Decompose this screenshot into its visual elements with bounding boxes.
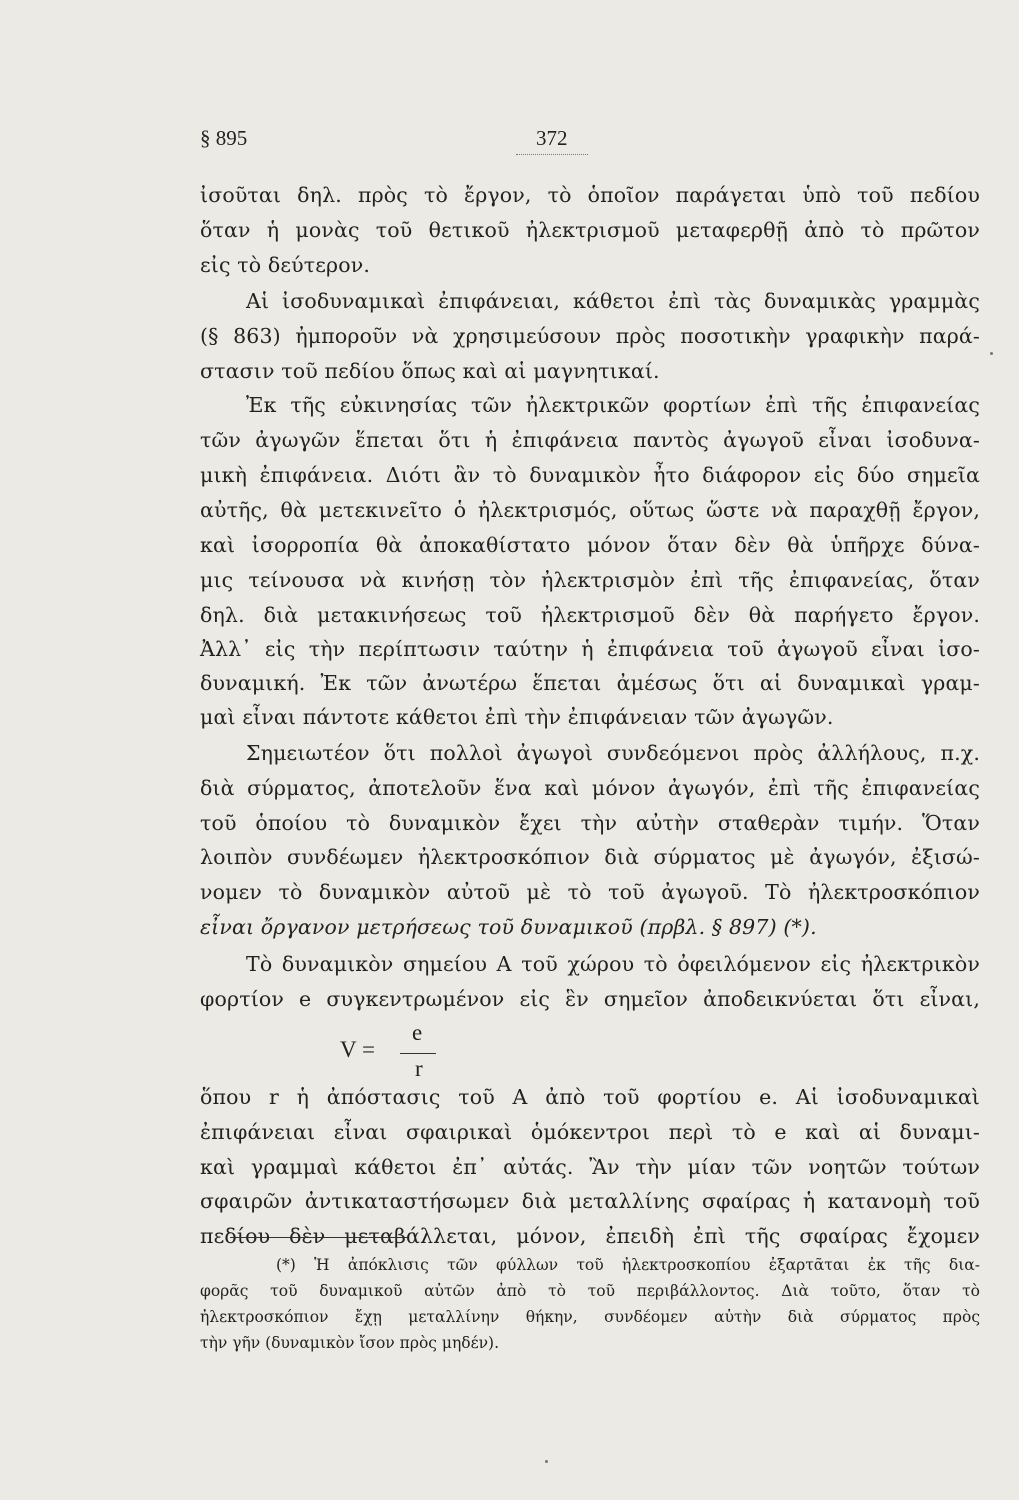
text-line: ὅταν ἡ μονὰς τοῦ θετικοῦ ἠλεκτρισμοῦ μεταφερθῇ ἀπὸ τὸ πρῶτον	[200, 218, 980, 242]
text-line: φορτίον e συγκεντρωμένον εἰς ἓν σημεῖον ἀποδεικνύεται ὅτι εἶναι,	[200, 987, 980, 1011]
text-line: Αἱ ἰσοδυναμικαὶ ἐπιφάνειαι, κάθετοι ἐπὶ τὰς δυναμικὰς γραμμὰς	[246, 289, 980, 313]
text-line: εἶναι ὄργανον μετρήσεως τοῦ δυναμικοῦ (πρβλ. § 897) (*).	[200, 915, 817, 939]
text-line: στασιν τοῦ πεδίου ὅπως καὶ αἱ μαγνητικαί.	[200, 359, 660, 383]
text-line: πεδίου δὲν μεταβάλλεται, μόνον, ἐπειδὴ ἐπὶ τῆς σφαίρας ἔχομεν	[200, 1224, 980, 1248]
text-line: αὐτῆς, θὰ μετεκινεῖτο ὁ ἠλεκτρισμός, οὕτως ὥστε νὰ παραχθῇ ἔργον,	[200, 498, 980, 522]
text-line: δυναμική. Ἐκ τῶν ἀνωτέρω ἕπεται ἀμέσως ὅτι αἱ δυναμικαὶ γραμ-	[200, 671, 980, 695]
text-line: καὶ ἰσορροπία θὰ ἀποκαθίστατο μόνον ὅταν δὲν θὰ ὑπῆρχε δύνα-	[200, 533, 980, 557]
footnote-line: ἠλεκτροσκόπιον ἔχῃ μεταλλίνην θήκην, συνδέομεν αὐτὴν διὰ σύρματος πρὸς	[200, 1308, 980, 1326]
text-line: εἰς τὸ δεύτερον.	[200, 253, 371, 277]
formula-numerator: e	[412, 1020, 423, 1045]
text-line: Ἐκ τῆς εὐκινησίας τῶν ἠλεκτρικῶν φορτίων ἐπὶ τῆς ἐπιφανείας	[246, 393, 980, 417]
footnote-rule	[230, 1237, 408, 1238]
text-line: λοιπὸν συνδέωμεν ἠλεκτροσκόπιον διὰ σύρματος μὲ ἀγωγόν, ἐξισώ-	[200, 845, 980, 869]
paper-speck	[990, 352, 993, 355]
paper-speck	[545, 1460, 548, 1463]
text-line: Σημειωτέον ὅτι πολλοὶ ἀγωγοὶ συνδεόμενοι πρὸς ἀλλήλους, π.χ.	[246, 741, 980, 765]
text-line: τῶν ἀγωγῶν ἕπεται ὅτι ἡ ἐπιφάνεια παντὸς ἀγωγοῦ εἶναι ἰσοδυνα-	[200, 428, 980, 452]
text-line: Τὸ δυναμικὸν σημείου Α τοῦ χώρου τὸ ὀφειλόμενον εἰς ἠλεκτρικὸν	[246, 952, 980, 976]
page-number: 372	[536, 126, 568, 150]
text-line: μις τείνουσα νὰ κινήσῃ τὸν ἠλεκτρισμὸν ἐπὶ τῆς ἐπιφανείας, ὅταν	[200, 568, 980, 592]
page-header	[200, 126, 980, 166]
text-line: νομεν τὸ δυναμικὸν αὐτοῦ μὲ τὸ τοῦ ἀγωγοῦ. Τὸ ἠλεκτροσκόπιον	[200, 880, 980, 904]
footnote-line: (*) Ἡ ἀπόκλισις τῶν φύλλων τοῦ ἠλεκτροσκοπίου ἐξαρτᾶται ἐκ τῆς δια-	[276, 1256, 980, 1274]
fraction-bar	[400, 1053, 436, 1054]
text-line: καὶ γραμμαὶ κάθετοι ἐπ᾽ αὐτάς. Ἂν τὴν μίαν τῶν νοητῶν τούτων	[200, 1155, 980, 1179]
text-line: ἐπιφάνειαι εἶναι σφαιρικαὶ ὁμόκεντροι περὶ τὸ e καὶ αἱ δυναμι-	[200, 1120, 980, 1144]
text-line: (§ 863) ἠμποροῦν νὰ χρησιμεύσουν πρὸς ποσοτικὴν γραφικὴν παρά-	[200, 324, 980, 348]
text-line: ὅπου r ἡ ἀπόστασις τοῦ Α ἀπὸ τοῦ φορτίου e. Αἱ ἰσοδυναμικαὶ	[200, 1085, 980, 1109]
text-line: τοῦ ὁποίου τὸ δυναμικὸν ἔχει τὴν αὐτὴν σταθερὰν τιμήν. Ὅταν	[200, 811, 980, 835]
page-number-ornament	[516, 154, 588, 155]
footnote-line: φορᾶς τοῦ δυναμικοῦ αὐτῶν ἀπὸ τὸ τοῦ περιβάλλοντος. Διὰ τοῦτο, ὅταν τὸ	[200, 1282, 980, 1300]
formula-lhs: V =	[340, 1037, 375, 1062]
potential-formula	[340, 1020, 480, 1092]
section-number: § 895	[200, 126, 248, 150]
text-line: Ἀλλ᾽ εἰς τὴν περίπτωσιν ταύτην ἡ ἐπιφάνεια τοῦ ἀγωγοῦ εἶναι ἰσο-	[200, 637, 980, 661]
footnote-line: τὴν γῆν (δυναμικὸν ἴσον πρὸς μηδέν).	[200, 1334, 500, 1352]
text-line: δηλ. διὰ μετακινήσεως τοῦ ἠλεκτρισμοῦ δὲν θὰ παρήγετο ἔργον.	[200, 603, 980, 627]
text-line: σφαιρῶν ἀντικαταστήσωμεν διὰ μεταλλίνης σφαίρας ἡ κατανομὴ τοῦ	[200, 1189, 980, 1213]
formula-denominator: r	[415, 1056, 423, 1081]
text-line: ἰσοῦται δηλ. πρὸς τὸ ἔργον, τὸ ὁποῖον παράγεται ὑπὸ τοῦ πεδίου	[200, 183, 980, 207]
text-line: μαὶ εἶναι πάντοτε κάθετοι ἐπὶ τὴν ἐπιφάνειαν τῶν ἀγωγῶν.	[200, 705, 834, 729]
text-line: διὰ σύρματος, ἀποτελοῦν ἕνα καὶ μόνον ἀγωγόν, ἐπὶ τῆς ἐπιφανείας	[200, 776, 980, 800]
text-line: μικὴ ἐπιφάνεια. Διότι ἂν τὸ δυναμικὸν ἦτο διάφορον εἰς δύο σημεῖα	[200, 463, 980, 487]
